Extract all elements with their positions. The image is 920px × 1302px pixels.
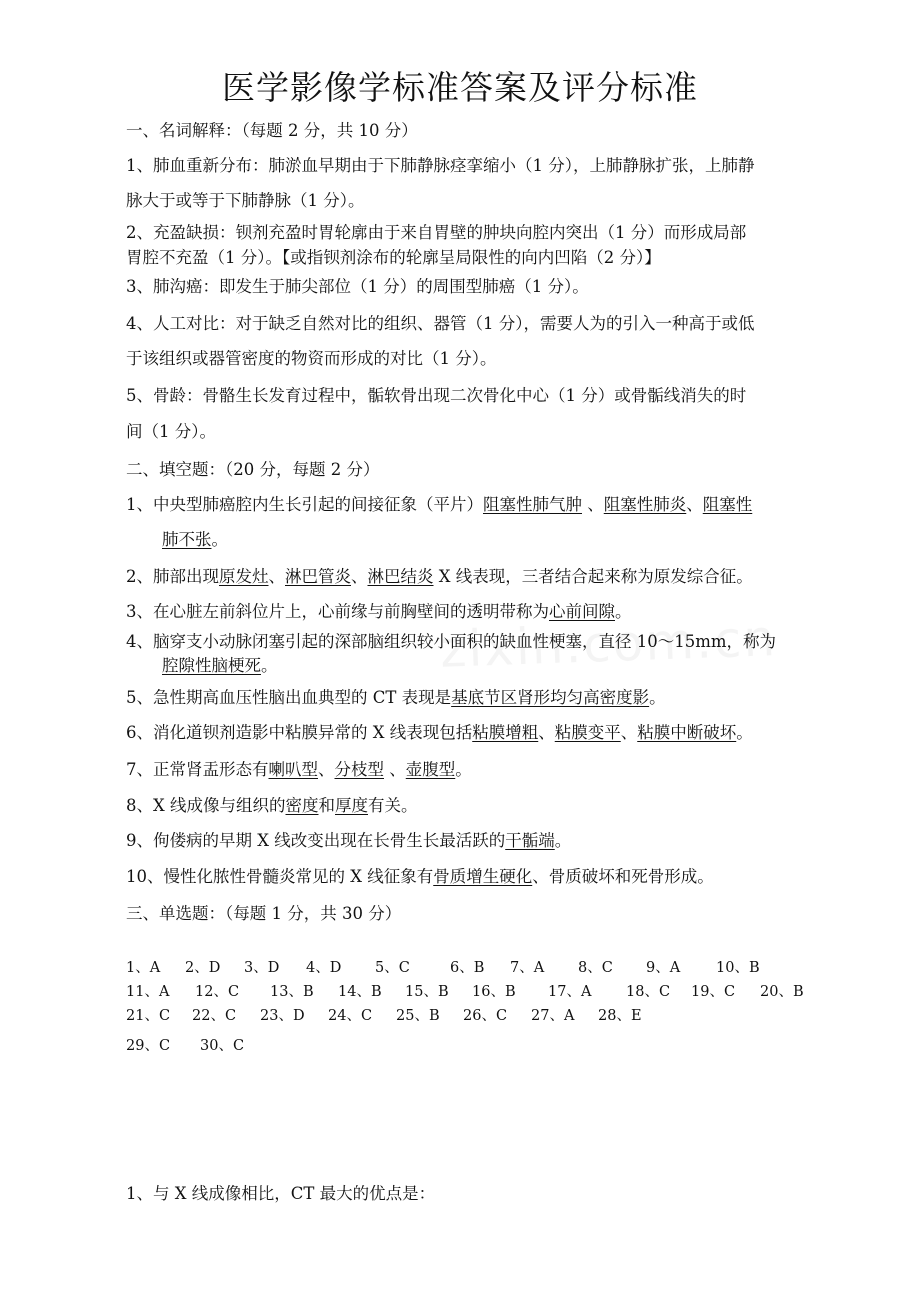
answer-underlined: 心前间隙 <box>549 602 615 621</box>
answer-underlined: 原发灶 <box>219 567 269 586</box>
q-end: 。 <box>554 831 572 850</box>
answer-item: 9、A <box>646 960 681 976</box>
q-text: 7、正常肾盂形态有 <box>126 760 269 779</box>
term-2-line2: 胃腔不充盈（1 分）。【或指钡剂涂布的轮廓呈局限性的向内凹陷（2 分）】 <box>126 248 661 267</box>
separator: 、 <box>318 760 335 779</box>
answer-item: 1、A <box>126 960 161 976</box>
answer-underlined: 壶腹型 <box>405 760 456 779</box>
answer-item: 5、C <box>375 960 410 976</box>
q-end: 。 <box>211 530 228 549</box>
fill-q7 <box>126 756 472 780</box>
term-4-line1: 4、人工对比：对于缺乏自然对比的组织、器管（1 分），需要人为的引入一种高于或低 <box>126 314 755 333</box>
term-1-line1: 1、肺血重新分布：肺淤血早期由于下肺静脉痉挛缩小（1 分），上肺静脉扩张，上肺静 <box>126 156 755 175</box>
separator: 、 <box>582 495 604 514</box>
answer-item: 10、B <box>716 960 760 976</box>
section2-heading: 二、填空题：（20 分，每题 2 分） <box>126 460 380 479</box>
fill-q4-line1: 4、脑穿支小动脉闭塞引起的深部脑组织较小面积的缺血性梗塞，直径 10～15mm，称为 <box>126 632 777 651</box>
fill-q1-line1 <box>126 491 752 515</box>
fill-q9 <box>126 827 571 851</box>
answer-item: 14、B <box>338 984 382 1000</box>
answer-underlined: 喇叭型 <box>268 760 318 779</box>
q-end: 。 <box>455 760 472 779</box>
q-end: 有关。 <box>368 796 418 815</box>
answer-item: 25、B <box>396 1008 440 1024</box>
answer-underlined: 粘膜增粗 <box>472 723 539 742</box>
answer-item: 13、B <box>270 984 314 1000</box>
fill-q10 <box>126 863 714 887</box>
answer-item: 16、B <box>472 984 516 1000</box>
q-end: 。 <box>261 656 278 675</box>
answer-item: 23、D <box>260 1008 305 1024</box>
answer-item: 15、B <box>405 984 449 1000</box>
answer-item: 28、E <box>598 1008 642 1024</box>
separator: 、 <box>384 760 406 779</box>
answer-item: 21、C <box>126 1008 171 1024</box>
answer-underlined: 粘膜中断破坏 <box>637 723 737 742</box>
term-5-line1: 5、骨龄：骨骼生长发育过程中，骺软骨出现二次骨化中心（1 分）或骨骺线消失的时 <box>126 386 747 405</box>
answer-underlined: 阻塞性肺炎 <box>603 495 687 514</box>
answer-item: 18、C <box>626 984 671 1000</box>
q-end: 。 <box>736 723 753 742</box>
answer-underlined: 肺不张 <box>162 530 212 549</box>
watermark <box>439 609 778 679</box>
answer-underlined: 骨质增生硬化 <box>433 867 533 886</box>
separator: 、 <box>538 723 555 742</box>
term-3: 3、肺沟癌：即发生于肺尖部位（1 分）的周围型肺癌（1 分）。 <box>126 277 589 296</box>
answer-underlined: 粘膜变平 <box>554 723 621 742</box>
q-text: 2、肺部出现 <box>126 567 219 586</box>
fill-q6 <box>126 719 753 743</box>
answer-item: 26、C <box>463 1008 508 1024</box>
answer-underlined: 阻塞性 <box>702 495 753 514</box>
q-text: 3、在心脏左前斜位片上，心前缘与前胸壁间的透明带称为 <box>126 602 549 621</box>
answer-underlined: 基底节区肾形均匀高密度影 <box>451 688 650 707</box>
section3-heading: 三、单选题：（每题 1 分，共 30 分） <box>126 904 402 923</box>
answer-underlined: 腔隙性脑梗死 <box>162 656 261 675</box>
fill-q4-line2 <box>162 652 278 676</box>
answer-item: 20、B <box>760 984 804 1000</box>
answer-underlined: 干骺端 <box>505 831 555 850</box>
q-text: 6、消化道钡剂造影中粘膜异常的 X 线表现包括 <box>126 723 473 742</box>
answer-item: 4、D <box>306 960 342 976</box>
answer-item: 22、C <box>192 1008 237 1024</box>
separator: 、 <box>268 567 285 586</box>
answer-item: 24、C <box>328 1008 373 1024</box>
fill-q1-line2 <box>162 526 228 550</box>
fill-q5 <box>126 684 666 708</box>
term-5-line2: 间（1 分）。 <box>126 422 216 441</box>
q-text: 8、X 线成像与组织的 <box>126 796 286 815</box>
answer-item: 2、D <box>185 960 221 976</box>
answer-item: 29、C <box>126 1038 171 1054</box>
fill-q2 <box>126 563 753 587</box>
answer-underlined: 密度 <box>285 796 319 815</box>
fill-q8 <box>126 792 418 816</box>
answer-underlined: 分枝型 <box>334 760 384 779</box>
answer-item: 3、D <box>244 960 280 976</box>
q-end: 。 <box>615 602 632 621</box>
question-text: 1、与 X 线成像相比，CT 最大的优点是： <box>126 1184 436 1203</box>
answer-item: 12、C <box>195 984 240 1000</box>
answer-item: 11、A <box>126 984 170 1000</box>
q-text: 和 <box>318 796 335 815</box>
answer-item: 6、B <box>450 960 485 976</box>
q-text: 1、中央型肺癌腔内生长引起的间接征象（平片） <box>126 495 483 514</box>
separator: 、 <box>686 495 703 514</box>
answer-item: 27、A <box>531 1008 575 1024</box>
answer-item: 19、C <box>691 984 736 1000</box>
separator: 、 <box>351 567 368 586</box>
q-text: 10、慢性化脓性骨髓炎常见的 X 线征象有 <box>126 867 434 886</box>
separator: 、 <box>620 723 638 742</box>
document-title: 医学影像学标准答案及评分标准 <box>222 68 698 107</box>
section1-heading: 一、名词解释：（每题 2 分，共 10 分） <box>126 121 418 140</box>
answer-underlined: 阻塞性肺气肿 <box>483 495 582 514</box>
answer-item: 8、C <box>578 960 613 976</box>
answer-item: 7、A <box>510 960 545 976</box>
answer-item: 30、C <box>200 1038 245 1054</box>
q-text: 9、佝偻病的早期 X 线改变出现在长骨生长最活跃的 <box>126 831 506 850</box>
term-4-line2: 于该组织或器管密度的物资而形成的对比（1 分）。 <box>126 349 497 368</box>
answer-underlined: 淋巴结炎 <box>367 567 434 586</box>
answer-underlined: 淋巴管炎 <box>285 567 351 586</box>
term-1-line2: 脉大于或等于下肺静脉（1 分）。 <box>126 191 365 210</box>
q-text: X 线表现，三者结合起来称为原发综合征。 <box>433 567 753 586</box>
q-text: 5、急性期高血压性脑出血典型的 CT 表现是 <box>126 688 452 707</box>
answer-underlined: 厚度 <box>335 796 368 815</box>
q-end: 、骨质破坏和死骨形成。 <box>532 867 714 886</box>
answer-item: 17、A <box>548 984 592 1000</box>
q-end: 。 <box>649 688 666 707</box>
term-2-line1: 2、充盈缺损：钡剂充盈时胃轮廓由于来自胃壁的肿块向腔内突出（1 分）而形成局部 <box>126 223 747 242</box>
